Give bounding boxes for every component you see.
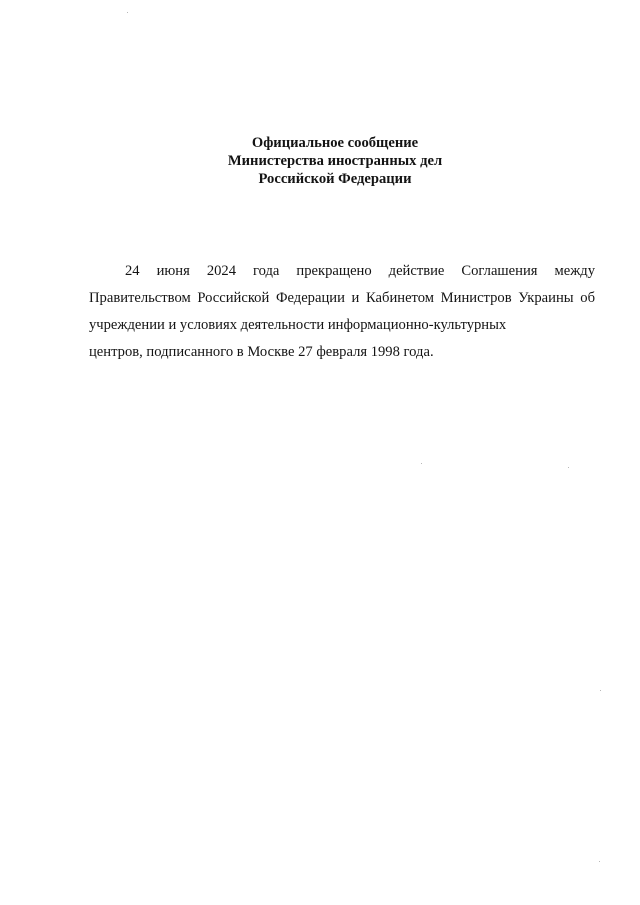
announcement-paragraph	[89, 258, 595, 366]
title-line-2: Министерства иностранных дел	[227, 153, 443, 169]
scan-speck	[599, 861, 600, 862]
title-line-3: Российской Федерации	[258, 171, 412, 187]
scan-speck	[600, 690, 601, 691]
scan-speck	[127, 12, 128, 13]
paragraph-line-4: центров, подписанного в Москве 27 февраля 1998 года.	[89, 344, 434, 360]
scan-speck	[421, 463, 422, 464]
paragraph-line-2: Правительством Российской Федерации и Кабинетом Министров Украины	[89, 290, 574, 306]
scan-speck	[568, 467, 569, 468]
document-title	[0, 134, 640, 188]
title-line-1: Официальное сообщение	[251, 135, 419, 151]
paragraph-line-3: об учреждении и условиях деятельности информационно-культурных	[89, 290, 595, 333]
paragraph-line-1: 24 июня 2024 года прекращено действие Соглашения между	[125, 263, 595, 279]
